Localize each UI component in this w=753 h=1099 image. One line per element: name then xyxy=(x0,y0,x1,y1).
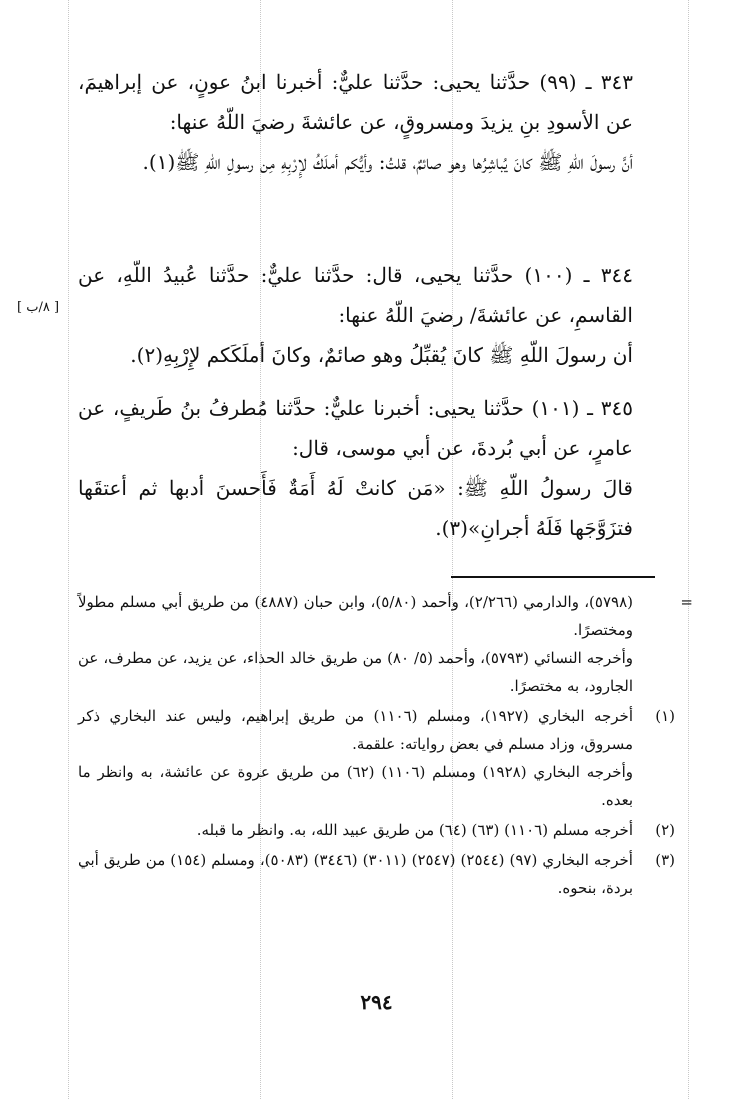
footnote-line: (٥٧٩٨)، والدارمي (٢/٢٦٦)، وأحمد (٥/٨٠)، وابن حبان (٤٨٨٧) من طريق أبي مسلم مطولاً ومختصرًا. xyxy=(78,593,634,639)
footnote-line: أخرجه البخاري (٩٧) (٢٥٤٤) (٢٥٤٧) (٣٠١١) (٣٤٤٦) (٥٠٨٣)، ومسلم (١٥٤) من طريق أبي بردة، بنحوه. xyxy=(78,851,633,897)
footnote-line: وأخرجه النسائي (٥٧٩٣)، وأحمد (٥/ ٨٠) من طريق خالد الحذاء، عن يزيد، عن مطرف، عن الجارود، به مختصرًا. xyxy=(78,649,633,695)
guide-line xyxy=(688,0,689,1099)
footnote-number: (٢) xyxy=(655,821,675,839)
footnote-separator xyxy=(451,576,655,578)
footnote-number: (١) xyxy=(655,707,675,725)
footnotes xyxy=(78,588,693,904)
hadith-matn: قالَ رسولُ اللّهِ ﷺ: «مَن كانتْ لَهُ أَمَةٌ فَأَحسنَ أدبها ثم أعتقَها فتزَوَّجَها فَلَهُ أجرانِ»(٣). xyxy=(78,476,633,540)
manuscript-folio-note: [ ٨/ب ] xyxy=(17,300,60,315)
hadith-345 xyxy=(78,388,675,548)
footnote-1 xyxy=(78,702,675,814)
hadith-isnad: ٣٤٥ ـ (١٠١) حدَّثنا يحيى: أخبرنا عليٌّ: حدَّثنا مُطرفُ بنُ طَريفٍ، عن عامرٍ، عن أبي بُردةَ، عن أبي موسى، قال: xyxy=(78,396,633,460)
guide-line xyxy=(68,0,69,1099)
hadith-matn: أنَّ رسولَ اللّهِ ﷺ كانَ يُباشِرُها وهو صائمٌ، قلتُ: وأيُّكم أملَكُ لإِرْبِهِ مِن رسولِ اللّهِ ﷺ(١). xyxy=(142,150,633,174)
hadith-matn: أن رسولَ اللّهِ ﷺ كانَ يُقبِّلُ وهو صائمٌ، وكانَ أملَكَكم لإِرْبِهِ(٢). xyxy=(130,343,633,367)
footnote-3 xyxy=(78,846,675,902)
continuation-mark: = xyxy=(680,593,693,611)
hadith-343 xyxy=(78,62,675,182)
hadith-344 xyxy=(78,255,675,375)
hadith-isnad: ٣٤٤ ـ (١٠٠) حدَّثنا يحيى، قال: حدَّثنا عليٌّ: حدَّثنا عُبيدُ اللّهِ، عن القاسمِ، عن عائشةَ/ رضيَ اللّهُ عنها: xyxy=(78,263,633,327)
page-number: ٢٩٤ xyxy=(360,990,393,1014)
footnote-line: أخرجه البخاري (١٩٢٧)، ومسلم (١١٠٦) من طريق إبراهيم، وليس عند البخاري ذكر مسروق، وزاد مسلم في بعض رواياته: علقمة. xyxy=(78,707,633,753)
hadith-isnad: ٣٤٣ ـ (٩٩) حدَّثنا يحيى: حدَّثنا عليٌّ: أخبرنا ابنُ عونٍ، عن إبراهيمَ، عن الأسودِ بنِ يزيدَ ومسروقٍ، عن عائشةَ رضيَ اللّهُ عنها: xyxy=(78,70,633,134)
footnote-line: وأخرجه البخاري (١٩٢٨) ومسلم (١١٠٦) (٦٢) من طريق عروة عن عائشة، به وانظر ما بعده. xyxy=(78,763,633,809)
footnote-continuation xyxy=(78,588,693,700)
footnote-number: (٣) xyxy=(655,851,675,869)
footnote-2 xyxy=(78,816,675,844)
footnote-line: أخرجه مسلم (١١٠٦) (٦٣) (٦٤) من طريق عبيد الله، به. وانظر ما قبله. xyxy=(196,821,633,839)
